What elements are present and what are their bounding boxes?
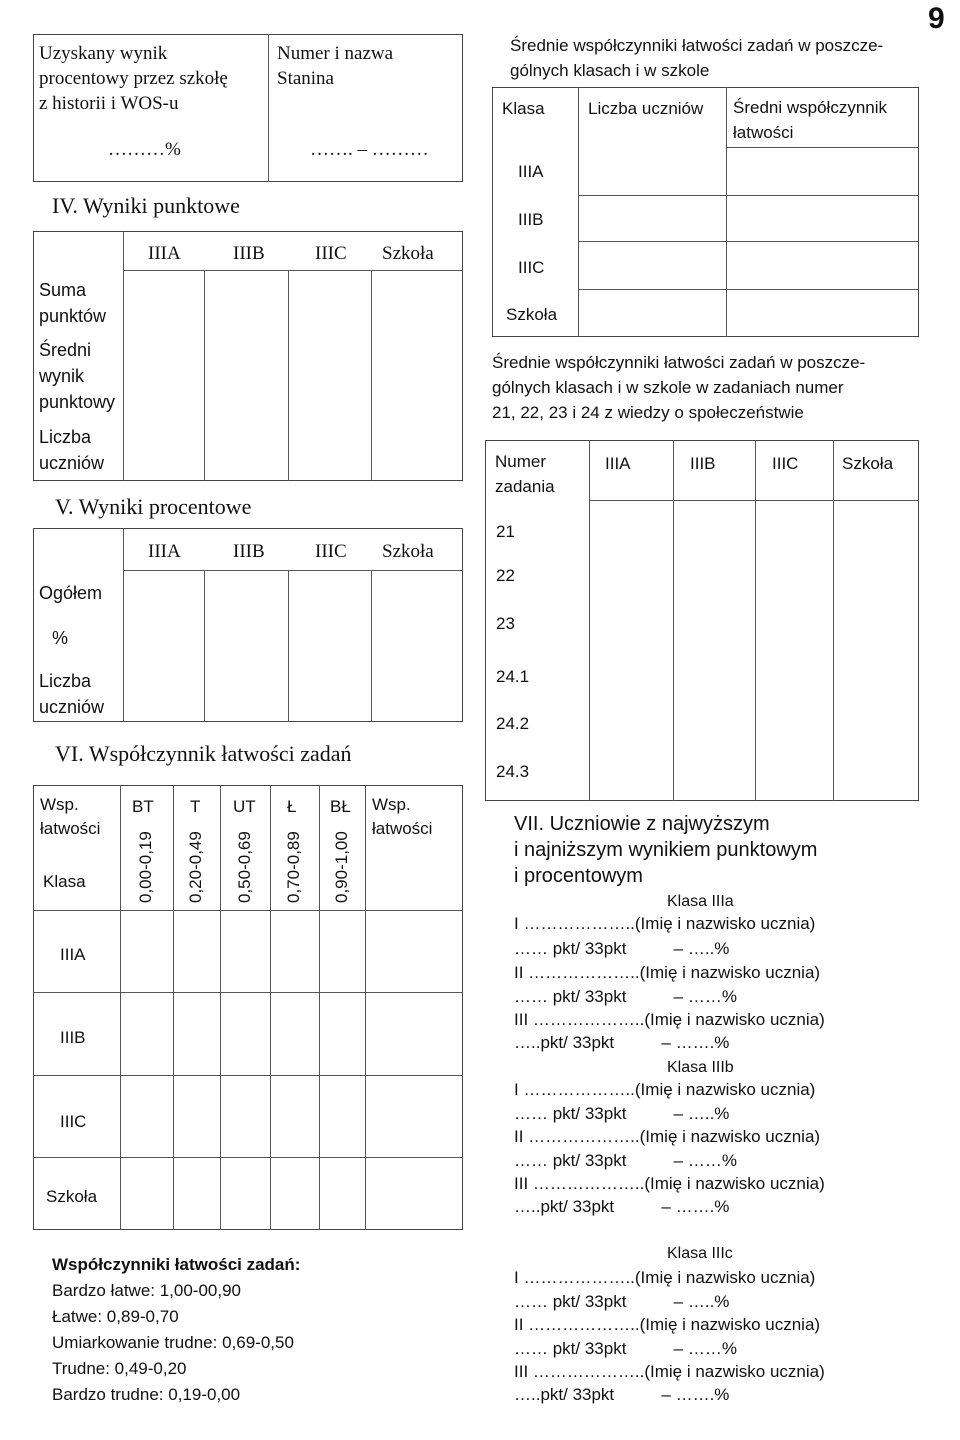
legend-item: Trudne: 0,49-0,20	[52, 1359, 187, 1378]
legend-item: Bardzo łatwe: 1,00-00,90	[52, 1281, 242, 1300]
achieved-percent-value: ………%	[108, 139, 181, 160]
difficulty-corner-label: Wsp. łatwości	[40, 795, 101, 838]
points-col-iiib: IIIB	[233, 243, 265, 264]
avg-col-students: Liczba uczniów	[588, 99, 704, 118]
points-row-sum: Suma punktów	[39, 280, 107, 326]
percent-col-school: Szkoła	[382, 541, 434, 562]
level-bt-abbr: BT	[132, 797, 154, 816]
level-l-abbr: Ł	[287, 797, 297, 816]
avg-col-class: Klasa	[502, 99, 545, 118]
score-line: …… pkt/ 33pkt – …..%	[514, 1292, 730, 1311]
tasks-table-title: Średnie współczynniki łatwości zadań w poszcze- gólnych klasach i w szkole w zadaniach numer 21, 22, 23 i 24 z wiedzy o społeczeństwie	[492, 353, 866, 422]
stanine-value: ……. – ………	[310, 139, 429, 160]
difficulty-row-iiia: IIIA	[60, 945, 86, 964]
avg-row-school: Szkoła	[506, 305, 558, 324]
tasks-row: 24.1	[496, 667, 530, 686]
tasks-col-iiia: IIIA	[605, 454, 631, 473]
score-line: …..pkt/ 33pkt – …….%	[514, 1197, 730, 1216]
level-ut-range: 0,50-0,69	[235, 831, 254, 903]
level-t-range: 0,20-0,49	[186, 831, 205, 903]
score-line: …..pkt/ 33pkt – …….%	[514, 1033, 730, 1052]
level-t-abbr: T	[190, 797, 201, 816]
avg-table-title: Średnie współczynniki łatwości zadań w poszcze- gólnych klasach i w szkole	[510, 36, 884, 80]
student-line: I ………………..(Imię i nazwisko ucznia)	[514, 1268, 816, 1287]
level-bl-range: 0,90-1,00	[332, 831, 351, 903]
percent-col-iiic: IIIC	[315, 541, 347, 562]
student-line: I ………………..(Imię i nazwisko ucznia)	[514, 914, 816, 933]
legend-item: Bardzo trudne: 0,19-0,00	[52, 1385, 241, 1404]
percent-col-iiib: IIIB	[233, 541, 265, 562]
legend-item: Łatwe: 0,89-0,70	[52, 1307, 179, 1326]
legend-title: Współczynniki łatwości zadań:	[52, 1255, 301, 1274]
student-line: II ………………..(Imię i nazwisko ucznia)	[514, 963, 821, 982]
student-line: II ………………..(Imię i nazwisko ucznia)	[514, 1127, 821, 1146]
class-iiic-heading: Klasa IIIc	[667, 1245, 733, 1262]
level-l-range: 0,70-0,89	[284, 831, 303, 903]
percent-row-percent: %	[52, 628, 69, 648]
percent-row-count: Liczba uczniów	[39, 671, 105, 717]
difficulty-row-iiic: IIIC	[60, 1112, 87, 1131]
section-vi-title: VI. Współczynnik łatwości zadań	[55, 741, 352, 766]
level-bl-abbr: BŁ	[330, 797, 351, 816]
difficulty-last-col: Wsp. łatwości	[372, 795, 433, 838]
points-col-school: Szkoła	[382, 243, 434, 264]
points-row-avg: Średni wynik punktowy	[39, 340, 116, 412]
points-col-iiic: IIIC	[315, 243, 347, 264]
achieved-percent-label: Uzyskany wynik procentowy przez szkołę z historii i WOS-u	[39, 43, 228, 114]
class-iiia-heading: Klasa IIIa	[667, 893, 734, 910]
score-line: …… pkt/ 33pkt – ……%	[514, 1339, 737, 1358]
tasks-row: 24.2	[496, 714, 530, 733]
tasks-col-iiib: IIIB	[690, 454, 716, 473]
tasks-col-iiic: IIIC	[772, 454, 799, 473]
points-col-iiia: IIIA	[148, 243, 181, 264]
points-row-count: Liczba uczniów	[39, 427, 105, 473]
tasks-col-number: Numer zadania	[495, 452, 555, 496]
score-line: …..pkt/ 33pkt – …….%	[514, 1385, 730, 1404]
section-iv-title: IV. Wyniki punktowe	[52, 193, 240, 218]
difficulty-row-school: Szkoła	[46, 1187, 98, 1206]
stanine-label: Numer i nazwa Stanina	[277, 43, 394, 89]
avg-row-iiia: IIIA	[518, 162, 544, 181]
score-line: …… pkt/ 33pkt – ……%	[514, 987, 737, 1006]
student-line: III ………………..(Imię i nazwisko ucznia)	[514, 1174, 825, 1193]
student-line: III ………………..(Imię i nazwisko ucznia)	[514, 1362, 825, 1381]
difficulty-corner-class: Klasa	[43, 872, 86, 891]
tasks-row: 22	[496, 566, 515, 585]
score-line: …… pkt/ 33pkt – ……%	[514, 1151, 737, 1170]
level-ut-abbr: UT	[233, 797, 256, 816]
legend-item: Umiarkowanie trudne: 0,69-0,50	[52, 1333, 294, 1352]
percent-row-overall: Ogółem	[39, 583, 103, 603]
tasks-row: 21	[496, 522, 515, 541]
page-number: 9	[928, 2, 945, 35]
student-line: I ………………..(Imię i nazwisko ucznia)	[514, 1080, 816, 1099]
tasks-row: 24.3	[496, 762, 530, 781]
class-iiib-heading: Klasa IIIb	[667, 1059, 734, 1076]
avg-row-iiib: IIIB	[518, 210, 544, 229]
score-line: …… pkt/ 33pkt – …..%	[514, 939, 730, 958]
difficulty-row-iiib: IIIB	[60, 1028, 86, 1047]
avg-row-iiic: IIIC	[518, 258, 545, 277]
percent-col-iiia: IIIA	[148, 541, 181, 562]
avg-col-coefficient: Średni współczynnik łatwości	[733, 98, 888, 142]
level-bt-range: 0,00-0,19	[136, 831, 155, 903]
student-line: III ………………..(Imię i nazwisko ucznia)	[514, 1010, 825, 1029]
score-line: …… pkt/ 33pkt – …..%	[514, 1104, 730, 1123]
section-vii-title: VII. Uczniowie z najwyższym i najniższym wynikiem punktowym i procentowym	[514, 813, 818, 887]
tasks-row: 23	[496, 614, 515, 633]
student-line: II ………………..(Imię i nazwisko ucznia)	[514, 1315, 821, 1334]
tasks-col-school: Szkoła	[842, 454, 894, 473]
section-v-title: V. Wyniki procentowe	[55, 494, 252, 519]
